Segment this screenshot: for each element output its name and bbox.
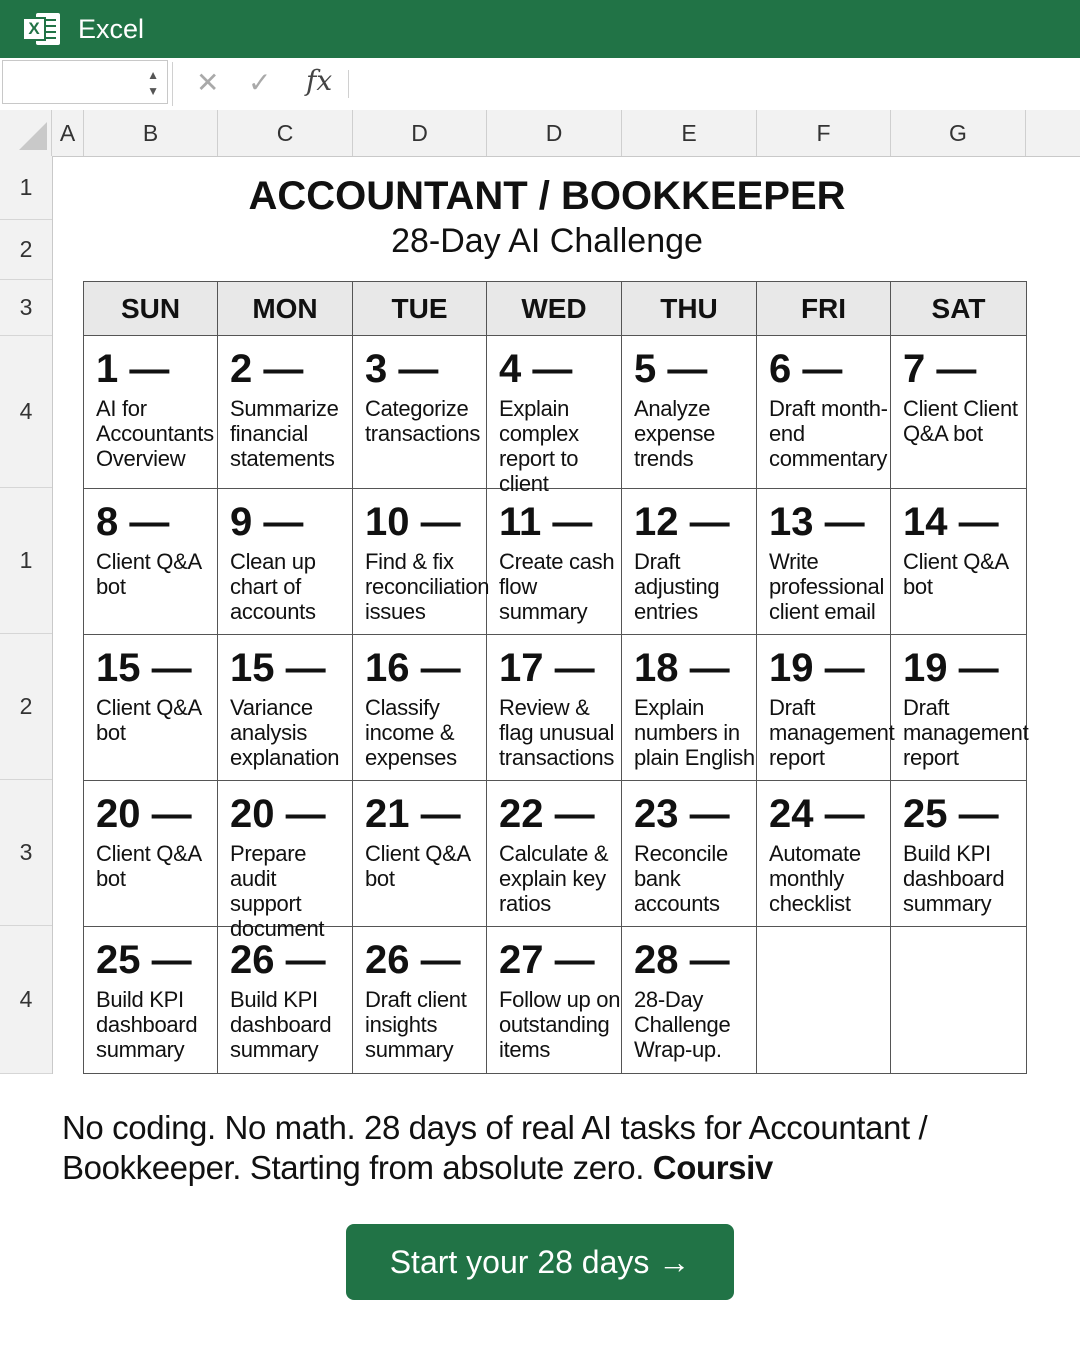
page-title: ACCOUNTANT / BOOKKEEPER [248,174,846,218]
calendar-day-cell[interactable] [353,927,487,1073]
calendar-day-cell[interactable] [757,336,891,489]
page-subtitle: 28-Day AI Challenge [391,222,703,260]
day-task: Build KPI dashboard summary [903,841,1005,916]
calendar-day-cell[interactable] [622,927,757,1073]
title-bar [0,0,1080,58]
calendar-day-cell[interactable] [487,635,622,781]
day-number: 26 — [365,938,461,982]
day-task: Classify income & expenses [365,695,457,770]
calendar-day-cell[interactable] [622,489,757,635]
day-number: 9 — [230,500,304,544]
day-task: Build KPI dashboard summary [230,987,332,1062]
name-box[interactable] [2,60,168,104]
row-header[interactable]: 3 [0,780,52,926]
excel-logo-icon: X [22,9,62,49]
calendar-day-cell[interactable] [84,489,218,635]
day-task: Summarize financial statements [230,396,339,471]
day-task: Client Q&A bot [96,549,201,599]
day-task: Draft management report [903,695,1029,770]
day-task: Client Q&A bot [903,549,1008,599]
day-task: Client Client Q&A bot [903,396,1018,446]
day-header-wed: WED [487,282,622,336]
calendar-day-cell[interactable] [891,781,1026,927]
day-number: 26 — [230,938,326,982]
day-number: 3 — [365,347,439,391]
day-number: 4 — [499,347,573,391]
day-number: 19 — [769,646,865,690]
calendar-day-cell[interactable] [622,635,757,781]
day-number: 23 — [634,792,730,836]
calendar-day-cell[interactable] [84,336,218,489]
select-all-corner[interactable] [0,110,52,156]
calendar-day-cell[interactable] [84,927,218,1073]
day-number: 17 — [499,646,595,690]
cancel-icon[interactable]: ✕ [196,67,220,98]
day-number: 27 — [499,938,595,982]
day-header-mon: MON [218,282,353,336]
calendar-day-cell[interactable] [218,635,353,781]
day-task: Automate monthly checklist [769,841,861,916]
column-header[interactable]: E [622,110,757,156]
day-task: Create cash flow summary [499,549,615,624]
calendar-day-cell[interactable] [218,781,353,941]
calendar-day-cell[interactable] [218,489,353,635]
day-task: Explain complex report to client [499,396,579,496]
day-task: Find & fix reconciliation issues [365,549,490,624]
day-number: 21 — [365,792,461,836]
day-number: 28 — [634,938,730,982]
day-task: Categorize transactions [365,396,481,446]
calendar-day-cell[interactable] [622,781,757,927]
day-number: 25 — [96,938,192,982]
day-task: Build KPI dashboard summary [96,987,198,1062]
column-header-extra[interactable] [1026,110,1080,156]
day-number: 6 — [769,347,843,391]
calendar-day-cell[interactable] [757,781,891,927]
column-header[interactable]: G [891,110,1026,156]
brand-name: Coursiv [652,1149,773,1186]
day-header-thu: THU [622,282,757,336]
day-number: 1 — [96,347,170,391]
day-task: Client Q&A bot [365,841,470,891]
fx-icon[interactable]: fx [306,64,333,97]
day-number: 13 — [769,500,865,544]
day-number: 22 — [499,792,595,836]
day-task: Prepare audit support document [230,841,325,941]
calendar-day-cell[interactable] [757,927,891,1073]
day-number: 15 — [96,646,192,690]
day-task: 28-Day Challenge Wrap-up. [634,987,731,1062]
calendar-day-cell[interactable] [353,635,487,781]
tagline-text: No coding. No math. 28 days of real AI tasks for Accountant / Bookkeeper. Starting from absolute zero. [62,1109,928,1186]
day-number: 5 — [634,347,708,391]
day-number: 10 — [365,500,461,544]
day-task: Clean up chart of accounts [230,549,316,624]
calendar-day-cell[interactable] [487,336,622,496]
day-number: 15 — [230,646,326,690]
start-challenge-button[interactable]: Start your 28 days → [346,1224,734,1300]
day-number: 7 — [903,347,977,391]
row-header[interactable]: 1 [0,488,52,634]
day-task: Draft month-end commentary [769,396,888,471]
day-number: 20 — [96,792,192,836]
day-task: Reconcile bank accounts [634,841,728,916]
calendar-day-cell[interactable] [487,781,622,927]
row-header[interactable]: 4 [0,926,52,1074]
day-number: 18 — [634,646,730,690]
column-headers [0,110,1080,157]
formula-input[interactable] [360,68,1060,98]
name-box-spinner-icon[interactable]: ▲ ▼ [147,68,159,98]
calendar-day-cell[interactable] [891,927,1026,1073]
day-task: AI for Accountants Overview [96,396,214,471]
formula-bar [0,58,1080,112]
day-task: Analyze expense trends [634,396,716,471]
calendar-day-cell[interactable] [218,336,353,489]
calendar-day-cell[interactable] [353,781,487,927]
calendar-day-cell[interactable] [84,781,218,927]
row-header[interactable]: 2 [0,634,52,780]
row-headers [0,156,53,1074]
column-header[interactable]: A [52,110,84,156]
day-number: 19 — [903,646,999,690]
day-number: 20 — [230,792,326,836]
day-header-sat: SAT [891,282,1026,336]
row-header[interactable]: 1 [0,156,52,220]
column-header[interactable]: F [757,110,891,156]
day-task: Variance analysis explanation [230,695,340,770]
calendar-day-cell[interactable] [757,489,891,635]
calendar-day-cell[interactable] [353,336,487,489]
day-task: Write professional client email [769,549,885,624]
day-number: 16 — [365,646,461,690]
column-header[interactable]: C [218,110,353,156]
calendar-day-cell[interactable] [622,336,757,489]
day-task: Client Q&A bot [96,841,201,891]
calendar-day-cell[interactable] [487,927,622,1073]
row-header[interactable]: 4 [0,336,52,488]
row-header[interactable]: 2 [0,220,52,280]
row-header[interactable]: 3 [0,280,52,336]
day-number: 25 — [903,792,999,836]
app-name: Excel [78,13,145,44]
calendar-day-cell[interactable] [84,635,218,781]
tagline [62,1108,1022,1188]
calendar-grid [83,281,1027,1074]
day-task: Draft adjusting entries [634,549,720,624]
day-number: 8 — [96,500,170,544]
calendar-day-cell[interactable] [891,489,1026,635]
calendar-day-cell[interactable] [353,489,490,635]
day-task: Draft client insights summary [365,987,467,1062]
day-header-tue: TUE [353,282,487,336]
calendar-day-cell[interactable] [487,489,622,635]
calendar-day-cell[interactable] [218,927,353,1073]
day-number: 24 — [769,792,865,836]
enter-icon[interactable]: ✓ [248,67,272,98]
column-header[interactable]: D [353,110,487,156]
day-number: 14 — [903,500,999,544]
day-number: 11 — [499,500,593,544]
day-task: Draft management report [769,695,895,770]
day-task: Calculate & explain key ratios [499,841,609,916]
day-number: 12 — [634,500,730,544]
day-header-sun: SUN [84,282,218,336]
day-header-fri: FRI [757,282,891,336]
day-number: 2 — [230,347,304,391]
day-task: Client Q&A bot [96,695,201,745]
calendar-day-cell[interactable] [757,635,895,781]
day-task: Follow up on outstanding items [499,987,621,1062]
calendar-day-cell[interactable] [891,635,1029,781]
column-header[interactable]: B [84,110,218,156]
column-header[interactable]: D [487,110,622,156]
day-task: Review & flag unusual transactions [499,695,615,770]
day-task: Explain numbers in plain English [634,695,755,770]
calendar-day-cell[interactable] [891,336,1026,489]
